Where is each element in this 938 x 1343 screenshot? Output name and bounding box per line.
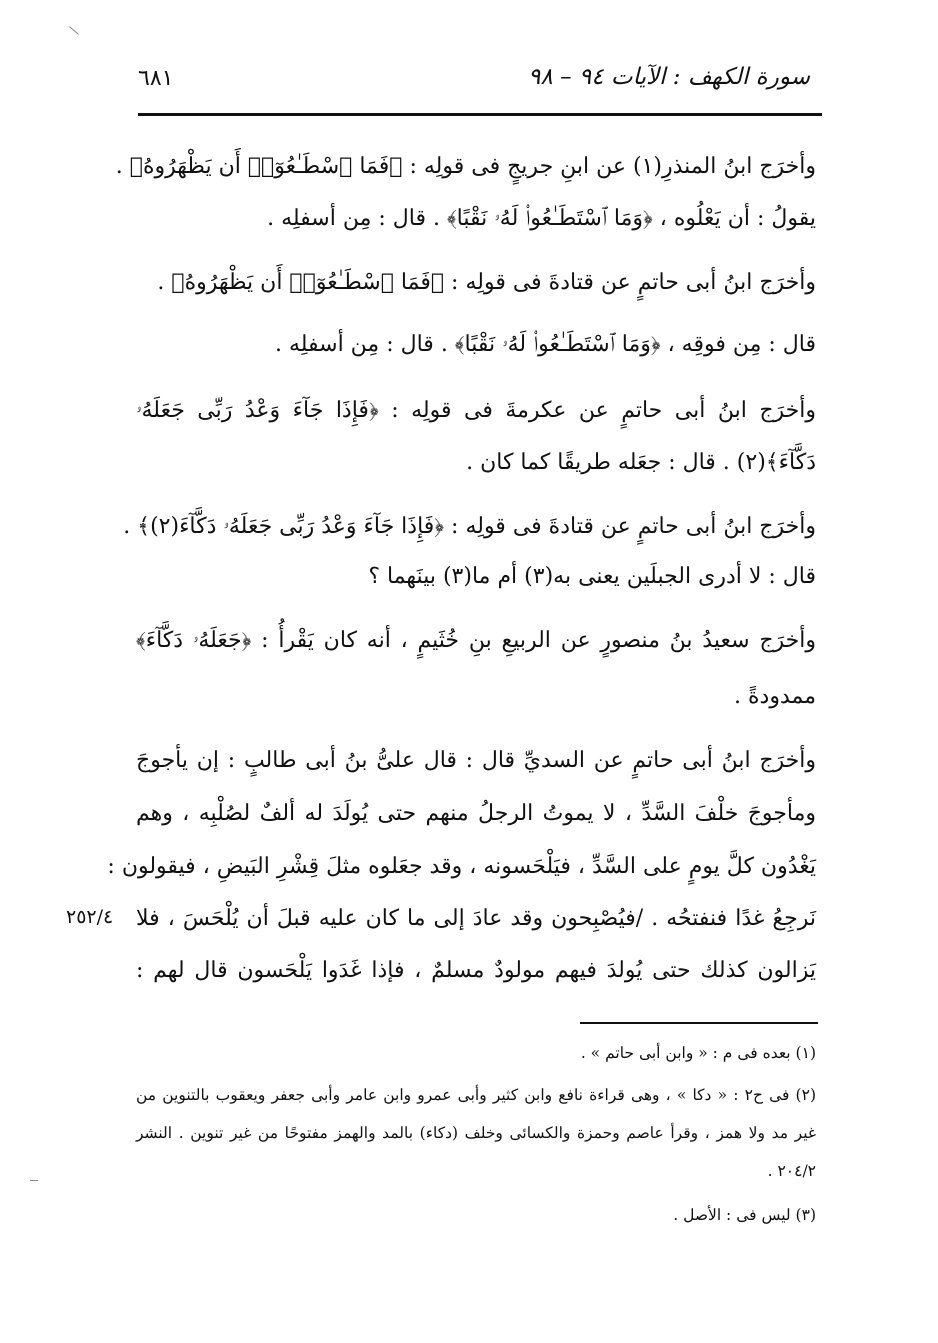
body-line: يقولُ : أن يَعْلُوه ، ﴿وَمَا ٱسْتَطَـٰعُوا۟ لَهُۥ نَقْبًا﴾ . قال : مِن أسفلِه . [267,206,816,231]
body-line: قال : لا أدرى الجبلَين يعنى به(٣) أم ما(٣) بينَهما ؟ [368,564,816,589]
footnote-line: (٣) ليس فى : الأصل . [673,1206,816,1224]
footnote-line: ٢٠٤/٢ . [767,1162,816,1180]
body-line: وأخرَج ابنُ أبى حاتمٍ عن قتادةَ فى قولِه : ﴿فَمَا ٱسْطَـٰعُوٓا۟ أَن يَظْهَرُوهُ﴾ . [157,270,816,295]
body-line: ومأجوجَ خلْفَ السَّدِّ ، لا يموتُ الرجلُ منهم حتى يُولَدَ له ألفٌ لصُلْبِه ، وهم [136,801,816,826]
footnote-line: (٢) فى ح٢ : « دكا » ، وهى قراءة نافع وابن كثير وأبى عمرو وابن عامر وأبى جعفر ويعقوب بالتنوين من [136,1086,816,1104]
body-line: وأخرَج ابنُ أبى حاتمٍ عن السديِّ قال : قال علىُّ بنُ أبى طالبٍ : إن يأجوجَ [136,748,816,773]
footnote-rule [580,1022,818,1024]
body-line: وأخرَج سعيدُ بنُ منصورٍ عن الربيعِ بنِ خُثَيمٍ ، أنه كان يَقْرأُ : ﴿جَعَلَهُۥ دَكَّآءَ﴾ [136,628,816,653]
footnote-line: (١) بعده فى م : « وابن أبى حاتم » . [580,1044,816,1062]
header-rule [138,113,822,116]
body-line: قال : مِن فوقِه ، ﴿وَمَا ٱسْتَطَـٰعُوا۟ لَهُۥ نَقْبًا﴾ . قال : مِن أسفلِه . [274,332,816,357]
body-line: وأخرَج ابنُ أبى حاتمٍ عن عكرمةَ فى قولِه : ﴿فَإِذَا جَآءَ وَعْدُ رَبِّى جَعَلَهُۥ [136,398,816,423]
scan-speck [30,1180,38,1181]
body-line: يَغْدُون كلَّ يومٍ على السَّدِّ ، فيَلْحَسونه ، وقد جعَلوه مثلَ قِشْرِ البَيضِ ، فيقولون : [107,854,816,879]
body-line: نَرجِعُ غدًا فنفتحُه . /فيُصْبِحون وقد عادَ إلى ما كان عليه قبلَ أن يُلْحَسَ ، فلا [136,906,816,931]
body-line: يَزالون كذلك حتى يُولدَ فيهم مولودٌ مسلمٌ ، فإذا غَدَوا يَلْحَسون قال لهم : [136,958,816,983]
page-header [138,58,818,110]
running-head: سورة الكهف : الآيات ٩٤ – ٩٨ [528,64,810,90]
scan-speck [69,26,79,34]
page-number: ٦٨١ [138,66,174,91]
body-line: دَكَّآءَ﴾(٢) . قال : جعَله طريقًا كما كان . [466,450,816,475]
footnote-line: غير مد ولا همز ، وقرأ عاصم وحمزة والكسائى وخلف (دكاء) بالمد والهمز مفتوحًا من غير تنوين . النشر [136,1124,816,1142]
body-line: وأخرَج ابنُ المنذرِ(١) عن ابنِ جريجٍ فى قولِه : ﴿فَمَا ٱسْطَـٰعُوٓا۟ أَن يَظْهَرُوهُ﴾ . [115,154,816,179]
body-line: وأخرَج ابنُ أبى حاتمٍ عن قتادةَ فى قولِه : ﴿فَإِذَا جَآءَ وَعْدُ رَبِّى جَعَلَهُۥ دَكَّآءَ(٢)﴾ . [123,514,816,539]
margin-reference: ٢٥٢/٤ [66,906,114,928]
body-line: ممدودةً . [734,684,816,709]
